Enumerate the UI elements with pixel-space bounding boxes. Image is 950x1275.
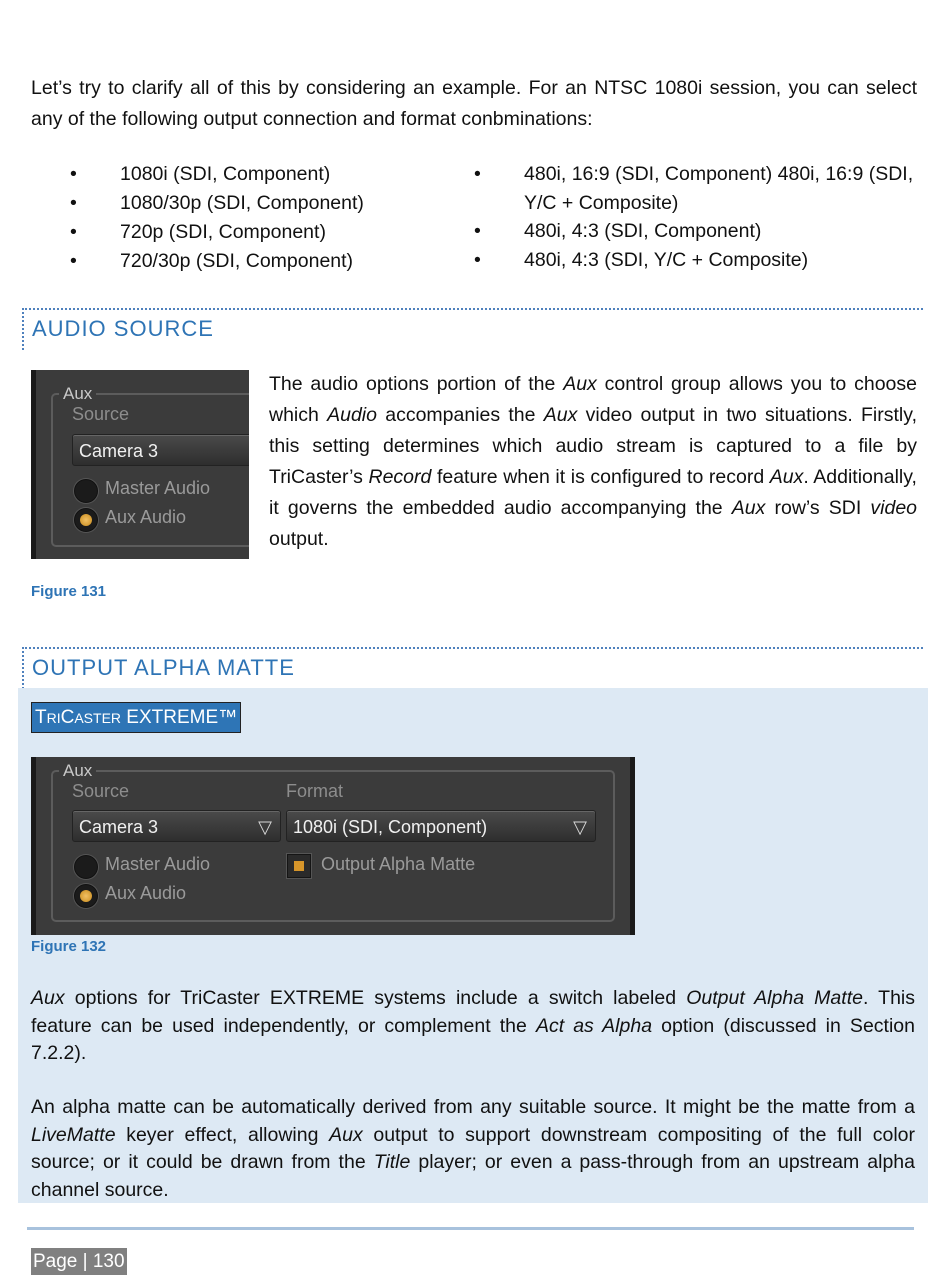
source-label: Source bbox=[72, 781, 130, 801]
footer-rule bbox=[27, 1227, 914, 1230]
italic-run: Output Alpha Matte bbox=[686, 987, 863, 1009]
text-run: An alpha matte can be automatically derived from any suitable source. It might be the matte from a bbox=[31, 1096, 915, 1118]
aux-audio-radio[interactable] bbox=[74, 884, 98, 908]
master-audio-label: Master Audio bbox=[105, 478, 211, 498]
alpha-paragraph-2 bbox=[31, 1094, 915, 1204]
text-run: feature when it is configured to record bbox=[431, 466, 770, 488]
list-item: • 480i, 16:9 (SDI, Component) 480i, 16:9 (SDI, Y/C + Composite) bbox=[474, 160, 918, 217]
format-value: 1080i (SDI, Component) bbox=[293, 817, 488, 837]
panel-edge bbox=[630, 757, 635, 935]
format-list-left bbox=[70, 160, 450, 276]
section-title: AUDIO SOURCE bbox=[32, 316, 214, 341]
format-label: Format bbox=[286, 781, 344, 801]
list-item: • 1080/30p (SDI, Component) bbox=[70, 189, 450, 218]
text-run: control group allows you to choose which bbox=[269, 373, 917, 426]
chevron-down-icon: ▽ bbox=[573, 817, 587, 837]
italic-run: Audio bbox=[327, 404, 377, 426]
audio-source-paragraph bbox=[269, 369, 917, 555]
source-label: Source bbox=[72, 404, 130, 424]
italic-run: Record bbox=[368, 466, 432, 488]
audio-source-section-header bbox=[22, 308, 923, 350]
output-alpha-matte-section-header bbox=[22, 647, 923, 689]
master-audio-radio[interactable] bbox=[74, 479, 98, 503]
italic-run: Aux bbox=[31, 987, 65, 1009]
list-item: • 720/30p (SDI, Component) bbox=[70, 247, 450, 276]
master-audio-radio[interactable] bbox=[74, 855, 98, 879]
italic-run: Act as Alpha bbox=[535, 1014, 653, 1037]
page-number: Page | 130 bbox=[31, 1248, 127, 1275]
text-run: output to support downstream compositing of the full color source; or it could be drawn from the bbox=[31, 1123, 915, 1173]
output-alpha-screenshot bbox=[31, 757, 635, 935]
aux-audio-radio[interactable] bbox=[74, 508, 98, 532]
list-item: • 720p (SDI, Component) bbox=[70, 218, 450, 247]
format-list-right bbox=[474, 160, 918, 274]
italic-run: Aux bbox=[731, 497, 766, 519]
text-run: accompanies the bbox=[376, 404, 544, 426]
text-run: . Additionally, it governs the embedded audio accompanying the bbox=[269, 466, 917, 519]
italic-run: Aux bbox=[329, 1123, 363, 1146]
output-alpha-matte-checkbox[interactable] bbox=[287, 854, 311, 878]
text-run: keyer effect, allowing bbox=[115, 1123, 330, 1146]
list-item: • 480i, 4:3 (SDI, Y/C + Composite) bbox=[474, 246, 918, 275]
panel-edge bbox=[31, 757, 36, 935]
italic-run: video bbox=[870, 497, 918, 519]
italic-run: LiveMatte bbox=[31, 1123, 116, 1146]
source-value: Camera 3 bbox=[79, 817, 159, 837]
italic-run: Aux bbox=[769, 466, 804, 488]
panel-edge bbox=[31, 370, 36, 559]
text-run: option (discussed in Section 7.2.2). bbox=[31, 1014, 915, 1064]
audio-source-screenshot bbox=[31, 370, 249, 559]
section-title: OUTPUT ALPHA MATTE bbox=[32, 655, 295, 680]
group-label: Aux bbox=[59, 761, 96, 781]
group-label: Aux bbox=[59, 384, 96, 404]
aux-audio-label: Aux Audio bbox=[105, 883, 187, 903]
chevron-down-icon: ▽ bbox=[258, 817, 272, 837]
list-item: • 480i, 4:3 (SDI, Component) bbox=[474, 217, 918, 246]
italic-run: Aux bbox=[563, 373, 597, 395]
figure-132-caption: Figure 132 bbox=[31, 938, 107, 955]
text-run: The audio options portion of the bbox=[269, 373, 564, 395]
alpha-paragraph-1 bbox=[31, 985, 915, 1068]
format-dropdown[interactable] bbox=[286, 810, 596, 842]
source-value: Camera 3 bbox=[79, 441, 159, 461]
italic-run: Title bbox=[373, 1151, 411, 1173]
text-run: options for TriCaster EXTREME systems include a switch labeled bbox=[64, 987, 687, 1009]
intro-paragraph: Let’s try to clarify all of this by considering an example. For an NTSC 1080i session, you can select any of the following output connection and format conbminations: bbox=[31, 77, 917, 130]
text-run: video output in two situations. Firstly, this setting determines which audio stream is captured to a file by TriCaster’s bbox=[269, 404, 917, 488]
aux-audio-label: Aux Audio bbox=[105, 507, 187, 527]
source-dropdown[interactable] bbox=[72, 434, 249, 466]
list-item: • 1080i (SDI, Component) bbox=[70, 160, 450, 189]
text-run: player; or even a pass-through from an upstream alpha channel source. bbox=[31, 1151, 915, 1201]
master-audio-label: Master Audio bbox=[105, 854, 211, 874]
output-alpha-matte-label: Output Alpha Matte bbox=[321, 854, 476, 874]
italic-run: Aux bbox=[543, 404, 578, 426]
text-run: . This feature can be used independently, or complement the bbox=[31, 987, 916, 1037]
tricaster-extreme-badge: TRICASTER EXTREME™ bbox=[31, 702, 241, 733]
text-run: row’s SDI bbox=[765, 497, 871, 519]
figure-131-caption: Figure 131 bbox=[31, 583, 107, 600]
source-dropdown[interactable] bbox=[72, 810, 281, 842]
text-run: output. bbox=[269, 528, 329, 550]
